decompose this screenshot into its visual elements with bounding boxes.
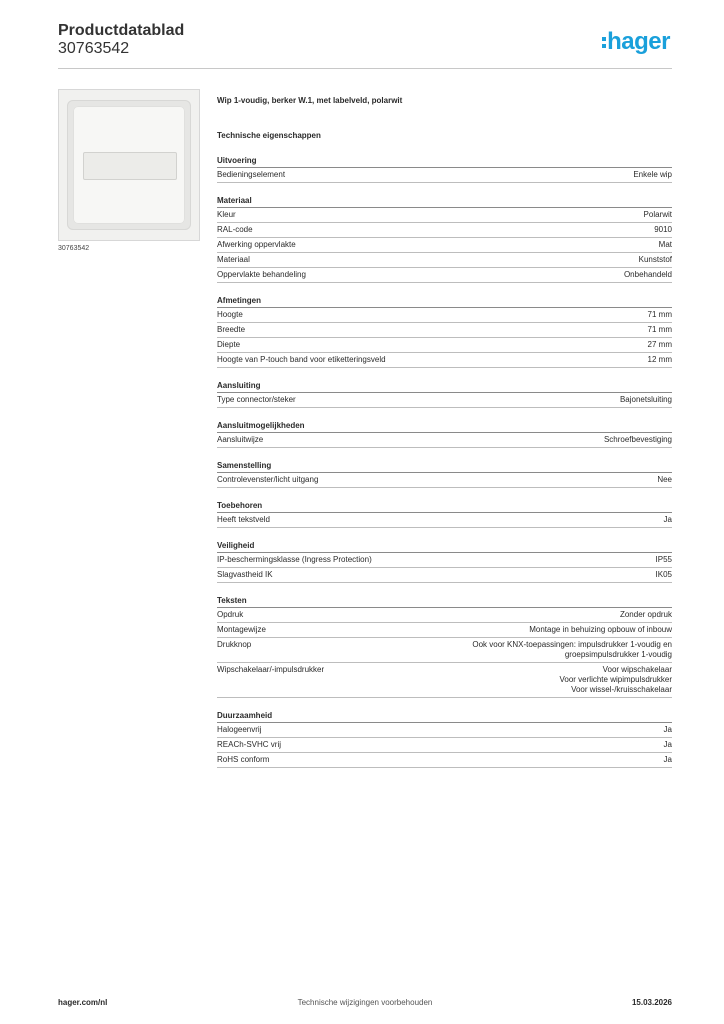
spec-row — [217, 168, 672, 183]
spec-value-line: Ja — [663, 725, 672, 734]
spec-label: Aansluitwijze — [217, 435, 264, 444]
spec-value-line: Montage in behuizing opbouw of inbouw — [529, 625, 672, 634]
spec-value-line: Ja — [663, 740, 672, 749]
spec-value — [620, 610, 672, 620]
spec-label: Hoogte van P-touch band voor etiketteringsveld — [217, 355, 386, 364]
spec-value — [648, 340, 672, 350]
spec-value — [644, 210, 672, 220]
spec-value-line: Ja — [663, 515, 672, 524]
spec-value-line: 71 mm — [647, 325, 672, 334]
spec-row — [217, 393, 672, 408]
spec-value — [664, 515, 672, 525]
spec-value — [560, 665, 673, 695]
spec-value-line: Kunststof — [638, 255, 672, 264]
spec-value-line: Enkele wip — [633, 170, 672, 179]
group-title: Teksten — [217, 596, 672, 608]
spec-value — [620, 395, 672, 405]
spec-content — [217, 96, 672, 768]
spec-value-line: 9010 — [654, 225, 672, 234]
product-name: Wip 1-voudig, berker W.1, met labelveld, polarwit — [217, 96, 403, 105]
spec-value — [664, 755, 672, 765]
spec-row — [217, 433, 672, 448]
spec-value-line: Voor wissel-/kruisschakelaar — [571, 685, 672, 694]
spec-group — [217, 461, 672, 488]
spec-label: Slagvastheid IK — [217, 570, 273, 579]
spec-value-line: IK05 — [655, 570, 672, 579]
spec-label: Bedieningselement — [217, 170, 286, 179]
page-header — [58, 20, 672, 70]
spec-label: REACh-SVHC vrij — [217, 740, 282, 749]
group-title: Uitvoering — [217, 156, 672, 168]
spec-label: Diepte — [217, 340, 241, 349]
spec-value — [657, 475, 672, 485]
spec-label: Heeft tekstveld — [217, 515, 270, 524]
group-title: Aansluiting — [217, 381, 672, 393]
spec-value — [648, 325, 672, 335]
spec-row — [217, 608, 672, 623]
spec-label: IP-beschermingsklasse (Ingress Protection) — [217, 555, 372, 564]
spec-group — [217, 381, 672, 408]
spec-value-line: Voor verlichte wipimpulsdrukker — [559, 675, 672, 684]
switch-rocker — [73, 106, 185, 224]
spec-value — [624, 270, 672, 280]
spec-label: Opdruk — [217, 610, 244, 619]
spec-groups — [217, 156, 672, 768]
hager-logo: hager — [602, 28, 670, 56]
switch-plate — [67, 100, 191, 230]
spec-row — [217, 208, 672, 223]
spec-label: Montagewijze — [217, 625, 266, 634]
spec-row — [217, 663, 672, 698]
spec-value-line: Bajonetsluiting — [619, 395, 672, 404]
footer-date: 15.03.2026 — [631, 998, 672, 1007]
spec-label: Halogeenvrij — [217, 725, 262, 734]
spec-row — [217, 323, 672, 338]
label-field — [83, 152, 177, 180]
spec-label: Afwerking oppervlakte — [217, 240, 296, 249]
logo-dots-icon — [602, 34, 606, 51]
spec-row — [217, 238, 672, 253]
spec-row — [217, 723, 672, 738]
spec-label: Kleur — [217, 210, 236, 219]
spec-row — [217, 623, 672, 638]
spec-group — [217, 501, 672, 528]
spec-value — [639, 255, 672, 265]
spec-value — [664, 725, 672, 735]
spec-row — [217, 353, 672, 368]
spec-row — [217, 738, 672, 753]
spec-value — [604, 435, 672, 445]
spec-value — [648, 355, 672, 365]
spec-group — [217, 296, 672, 368]
spec-row — [217, 568, 672, 583]
section-title: Technische eigenschappen — [217, 131, 321, 140]
spec-value-line: Ja — [663, 755, 672, 764]
spec-row — [217, 553, 672, 568]
spec-value-line: Mat — [658, 240, 672, 249]
spec-value — [654, 225, 672, 235]
spec-value-line: Schroefbevestiging — [603, 435, 672, 444]
spec-row — [217, 308, 672, 323]
spec-label: Drukknop — [217, 640, 252, 649]
spec-label: Materiaal — [217, 255, 250, 264]
product-image — [58, 89, 200, 241]
spec-row — [217, 268, 672, 283]
spec-label: RAL-code — [217, 225, 253, 234]
spec-row — [217, 223, 672, 238]
spec-value — [472, 640, 672, 660]
spec-group — [217, 711, 672, 768]
spec-value — [529, 625, 672, 635]
spec-row — [217, 253, 672, 268]
spec-value-line: 12 mm — [647, 355, 672, 364]
document-number: 30763542 — [58, 40, 130, 57]
spec-row — [217, 513, 672, 528]
group-title: Aansluitmogelijkheden — [217, 421, 672, 433]
spec-group — [217, 156, 672, 183]
spec-value-line: 71 mm — [647, 310, 672, 319]
spec-value-line: 27 mm — [647, 340, 672, 349]
spec-value-line: Voor wipschakelaar — [602, 665, 672, 674]
group-title: Samenstelling — [217, 461, 672, 473]
spec-value-line: IP55 — [655, 555, 672, 564]
group-title: Veiligheid — [217, 541, 672, 553]
spec-label: Wipschakelaar/-impulsdrukker — [217, 665, 325, 674]
document-title: Productdatablad — [58, 22, 185, 39]
spec-row — [217, 473, 672, 488]
spec-group — [217, 596, 672, 698]
spec-value-line: groepsimpulsdrukker 1-voudig — [564, 650, 672, 659]
spec-value — [664, 740, 672, 750]
spec-value — [633, 170, 672, 180]
spec-row — [217, 753, 672, 768]
group-title: Afmetingen — [217, 296, 672, 308]
spec-row — [217, 638, 672, 663]
group-title: Duurzaamheid — [217, 711, 672, 723]
spec-label: Hoogte — [217, 310, 243, 319]
spec-value-line: Zonder opdruk — [619, 610, 672, 619]
footer-disclaimer: Technische wijzigingen voorbehouden — [297, 998, 433, 1007]
spec-label: Controlevenster/licht uitgang — [217, 475, 319, 484]
footer-website: hager.com/nl — [58, 998, 108, 1007]
spec-label: Oppervlakte behandeling — [217, 270, 306, 279]
spec-group — [217, 541, 672, 583]
spec-label: Type connector/steker — [217, 395, 296, 404]
spec-row — [217, 338, 672, 353]
spec-value — [656, 570, 672, 580]
spec-value — [648, 310, 672, 320]
spec-value — [659, 240, 672, 250]
spec-value-line: Polarwit — [643, 210, 672, 219]
spec-value — [656, 555, 672, 565]
spec-value-line: Ook voor KNX-toepassingen: impulsdrukker 1-voudig en — [472, 640, 672, 649]
image-caption: 30763542 — [58, 245, 90, 252]
spec-label: RoHS conform — [217, 755, 270, 764]
spec-value-line: Nee — [657, 475, 672, 484]
spec-value-line: Onbehandeld — [623, 270, 672, 279]
group-title: Toebehoren — [217, 501, 672, 513]
group-title: Materiaal — [217, 196, 672, 208]
spec-group — [217, 196, 672, 283]
spec-label: Breedte — [217, 325, 246, 334]
header-divider — [58, 68, 672, 69]
spec-group — [217, 421, 672, 448]
